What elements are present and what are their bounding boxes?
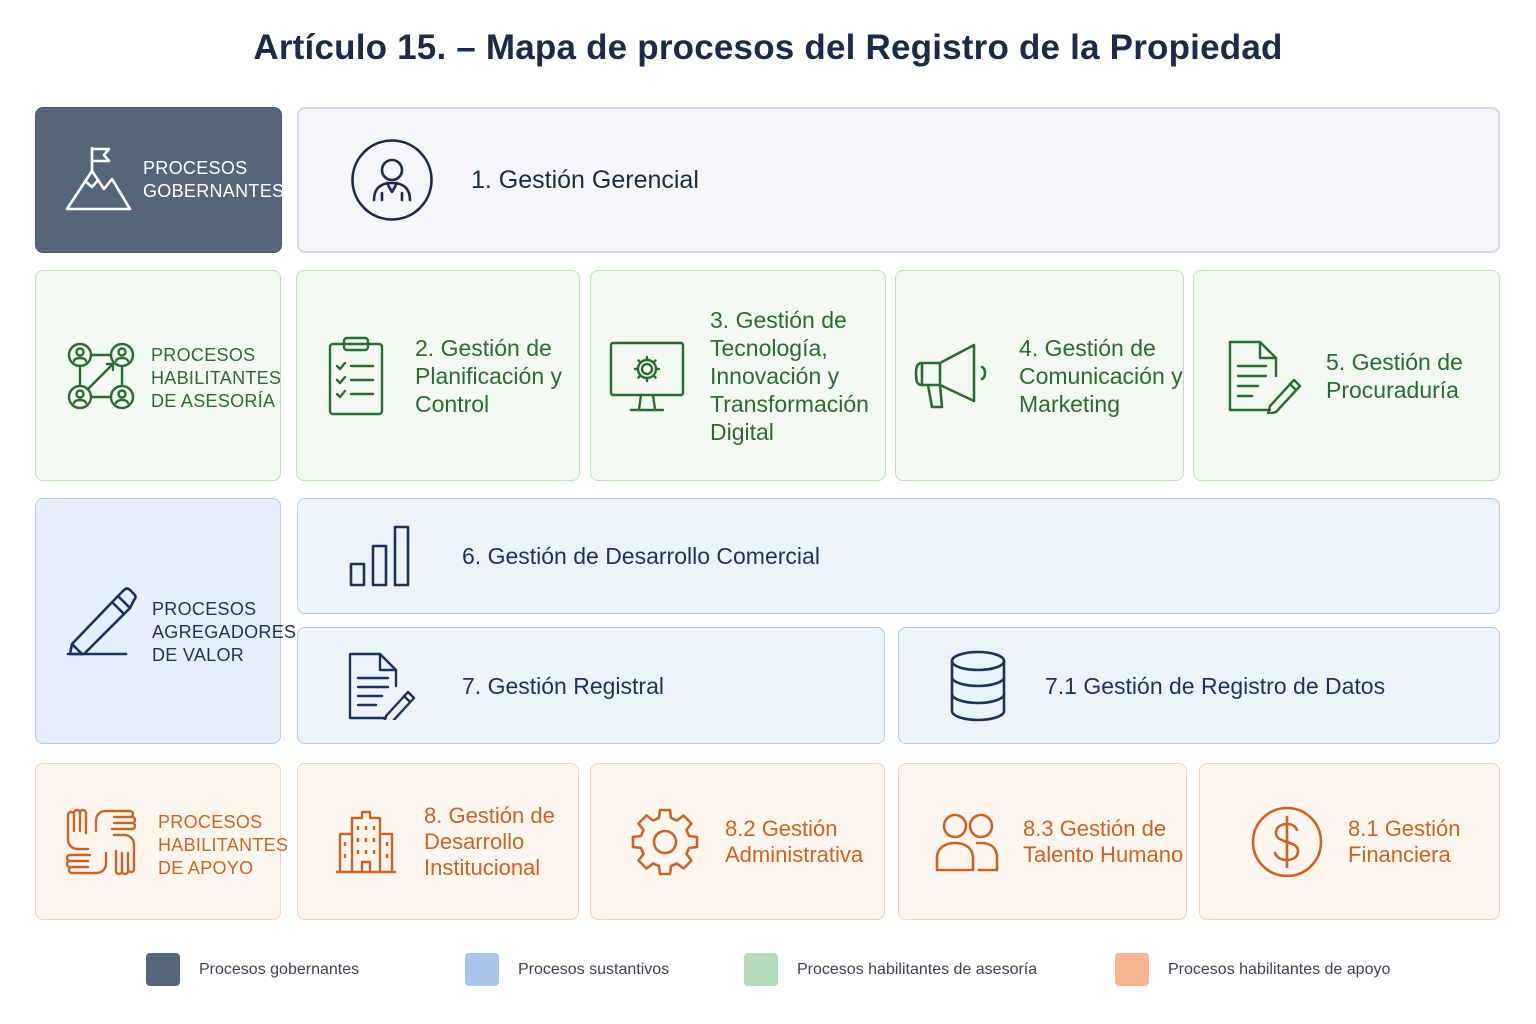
- gear-icon: [631, 808, 699, 876]
- process-line: Desarrollo: [424, 828, 525, 854]
- clipboard-checklist-icon: [327, 336, 385, 416]
- process-desarrollo-institucional[interactable]: [297, 763, 579, 920]
- category-line: HABILITANTES: [158, 835, 289, 855]
- process-gestion-gerencial[interactable]: [297, 107, 1500, 253]
- process-line: Financiera: [1348, 841, 1451, 867]
- legend-item: [146, 953, 359, 986]
- people-network-icon: [67, 342, 135, 410]
- pencil-icon: [66, 586, 140, 656]
- bar-chart-icon: [348, 524, 412, 588]
- process-registro-datos[interactable]: [898, 627, 1500, 744]
- legend-item: [744, 953, 1037, 986]
- legend-swatch: [146, 953, 180, 986]
- page-title: Artículo 15. – Mapa de procesos del Registro de la Propiedad: [253, 28, 1283, 67]
- category-line: DE VALOR: [152, 644, 245, 665]
- person-circle-icon: [350, 138, 434, 222]
- process-talento-humano[interactable]: [898, 763, 1187, 920]
- dollar-circle-icon: [1250, 805, 1324, 879]
- process-tecnologia[interactable]: [590, 270, 886, 481]
- category-line: DE APOYO: [158, 858, 254, 878]
- process-comunicacion[interactable]: [895, 270, 1184, 481]
- megaphone-icon: [914, 341, 990, 411]
- category-advisory: [35, 270, 281, 481]
- category-support: [35, 763, 289, 920]
- two-people-icon: [935, 812, 999, 872]
- category-line: AGREGADORES: [152, 621, 297, 642]
- process-label: 1. Gestión Gerencial: [471, 166, 699, 194]
- process-line: 3. Gestión de: [710, 306, 847, 333]
- process-line: 8.1 Gestión: [1348, 815, 1461, 841]
- mountain-flag-icon: [64, 145, 134, 215]
- legend-label: Procesos habilitantes de asesoría: [797, 960, 1038, 978]
- database-icon: [949, 650, 1007, 722]
- process-label: 6. Gestión de Desarrollo Comercial: [462, 543, 820, 569]
- category-governing: [35, 107, 285, 253]
- process-desarrollo-comercial[interactable]: [297, 498, 1500, 614]
- legend-label: Procesos sustantivos: [518, 960, 670, 978]
- process-line: Comunicación y: [1019, 362, 1183, 389]
- process-line: 2. Gestión de: [415, 334, 552, 361]
- legend-item: [465, 953, 669, 986]
- legend-swatch: [744, 953, 778, 986]
- legend-label: Procesos gobernantes: [199, 960, 360, 978]
- building-icon: [334, 810, 398, 874]
- process-line: 5. Gestión de: [1326, 348, 1463, 375]
- process-line: Administrativa: [725, 841, 864, 867]
- process-line: Innovación y: [710, 362, 840, 389]
- process-gestion-registral[interactable]: [297, 627, 885, 744]
- process-line: Digital: [710, 418, 774, 445]
- category-value: [35, 498, 297, 744]
- process-line: 8.2 Gestión: [725, 815, 838, 841]
- legend-swatch: [1115, 953, 1149, 986]
- category-line: DE ASESORÍA: [151, 391, 276, 411]
- process-line: Institucional: [424, 854, 541, 880]
- category-line: HABILITANTES: [151, 368, 282, 388]
- category-line: PROCESOS: [151, 345, 256, 365]
- category-line: PROCESOS: [158, 812, 263, 832]
- process-administrativa[interactable]: [590, 763, 885, 920]
- process-procuraduria[interactable]: [1193, 270, 1500, 481]
- category-line: PROCESOS: [143, 158, 248, 178]
- process-line: Control: [415, 390, 490, 417]
- process-line: Procuraduría: [1326, 376, 1459, 403]
- process-line: Marketing: [1019, 390, 1120, 417]
- process-line: Talento Humano: [1023, 841, 1184, 867]
- legend-item: [1115, 953, 1390, 986]
- document-pencil-icon: [1226, 338, 1302, 414]
- process-line: Transformación: [710, 390, 869, 417]
- process-line: 4. Gestión de: [1019, 334, 1156, 361]
- process-line: 8.3 Gestión de: [1023, 815, 1167, 841]
- process-line: Tecnología,: [710, 334, 828, 361]
- category-line: GOBERNANTES: [143, 181, 285, 201]
- monitor-gear-icon: [609, 339, 685, 413]
- process-label: 7. Gestión Registral: [462, 672, 664, 699]
- process-planificacion[interactable]: [296, 270, 580, 481]
- process-line: Planificación y: [415, 362, 563, 389]
- legend-swatch: [465, 953, 499, 986]
- joined-hands-icon: [64, 807, 138, 877]
- category-line: PROCESOS: [152, 598, 257, 619]
- process-financiera[interactable]: [1199, 763, 1500, 920]
- process-line: 8. Gestión de: [424, 802, 555, 828]
- legend-label: Procesos habilitantes de apoyo: [1168, 960, 1391, 978]
- process-label: 7.1 Gestión de Registro de Datos: [1045, 672, 1386, 699]
- document-edit-icon: [348, 652, 416, 720]
